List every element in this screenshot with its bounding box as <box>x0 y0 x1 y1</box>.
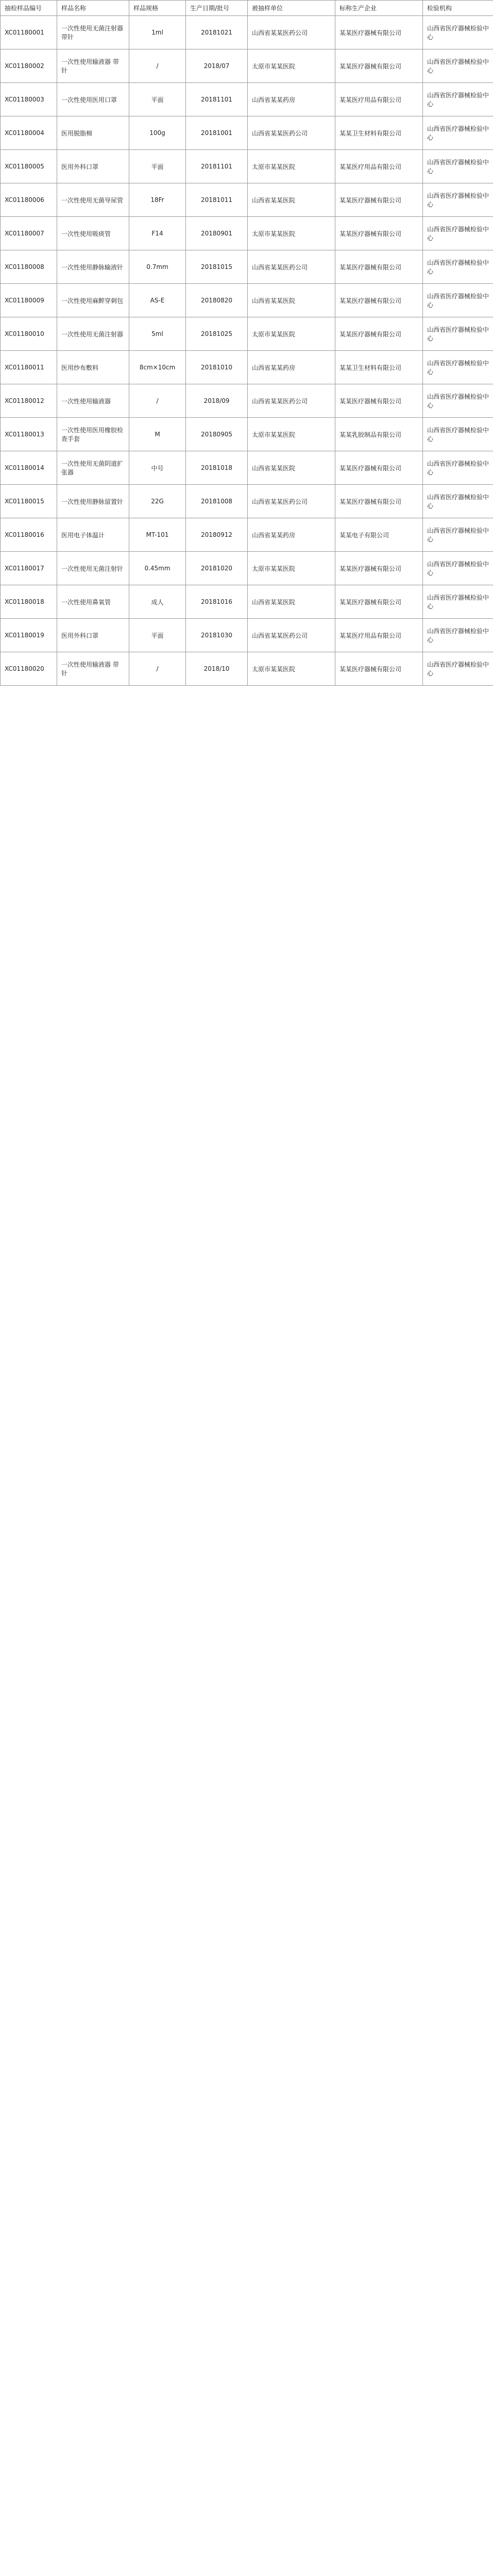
cell-sampled-unit: 山西省某某医药公司 <box>248 619 335 652</box>
cell-test-institution: 山西省医疗器械检验中心 <box>423 418 493 451</box>
cell-specification: AS-E <box>129 284 186 317</box>
cell-sample-name: 一次性使用无菌导尿管 <box>57 183 129 217</box>
cell-manufacturer: 某某医疗器械有限公司 <box>335 217 423 250</box>
cell-batch: 20180820 <box>186 284 248 317</box>
cell-sample-name: 医用外科口罩 <box>57 619 129 652</box>
cell-test-institution: 山西省医疗器械检验中心 <box>423 150 493 183</box>
cell-batch: 20181015 <box>186 250 248 284</box>
cell-manufacturer: 某某电子有限公司 <box>335 518 423 552</box>
table-row <box>1 250 493 284</box>
cell-specification: / <box>129 384 186 418</box>
cell-batch: 20181030 <box>186 619 248 652</box>
cell-sampled-unit: 山西省某某药房 <box>248 518 335 552</box>
cell-test-institution: 山西省医疗器械检验中心 <box>423 49 493 83</box>
cell-manufacturer: 某某医疗器械有限公司 <box>335 585 423 619</box>
cell-test-institution: 山西省医疗器械检验中心 <box>423 183 493 217</box>
cell-sample-number: XC01180014 <box>1 451 57 485</box>
cell-manufacturer: 某某医疗器械有限公司 <box>335 49 423 83</box>
table-row <box>1 384 493 418</box>
table-row <box>1 16 493 49</box>
cell-test-institution: 山西省医疗器械检验中心 <box>423 317 493 351</box>
table-row <box>1 183 493 217</box>
header-sampled-unit: 被抽样单位 <box>248 1 335 16</box>
cell-specification: 1ml <box>129 16 186 49</box>
cell-test-institution: 山西省医疗器械检验中心 <box>423 552 493 585</box>
cell-sampled-unit: 太原市某某医院 <box>248 418 335 451</box>
cell-sampled-unit: 山西省某某药房 <box>248 351 335 384</box>
cell-sampled-unit: 山西省某某医药公司 <box>248 485 335 518</box>
cell-batch: 20181016 <box>186 585 248 619</box>
cell-manufacturer: 某某医疗器械有限公司 <box>335 284 423 317</box>
cell-batch: 2018/10 <box>186 652 248 686</box>
cell-sample-number: XC01180007 <box>1 217 57 250</box>
cell-sample-name: 医用脱脂棉 <box>57 116 129 150</box>
cell-sample-name: 一次性使用麻醉穿刺包 <box>57 284 129 317</box>
header-batch: 生产日期/批号 <box>186 1 248 16</box>
cell-manufacturer: 某某医疗器械有限公司 <box>335 250 423 284</box>
cell-manufacturer: 某某医疗器械有限公司 <box>335 485 423 518</box>
cell-batch: 20181101 <box>186 83 248 116</box>
cell-sampled-unit: 山西省某某医药公司 <box>248 250 335 284</box>
cell-specification: / <box>129 49 186 83</box>
sampling-results-table <box>0 0 493 686</box>
cell-specification: / <box>129 652 186 686</box>
table-row <box>1 284 493 317</box>
header-sample-number: 抽检样品编号 <box>1 1 57 16</box>
cell-test-institution: 山西省医疗器械检验中心 <box>423 284 493 317</box>
cell-manufacturer: 某某医疗用品有限公司 <box>335 150 423 183</box>
cell-batch: 20181010 <box>186 351 248 384</box>
cell-sampled-unit: 太原市某某医院 <box>248 150 335 183</box>
cell-test-institution: 山西省医疗器械检验中心 <box>423 518 493 552</box>
cell-specification: 0.7mm <box>129 250 186 284</box>
cell-sampled-unit: 山西省某某药房 <box>248 83 335 116</box>
cell-manufacturer: 某某医疗用品有限公司 <box>335 83 423 116</box>
cell-sample-name: 一次性使用鼻氧管 <box>57 585 129 619</box>
cell-manufacturer: 某某医疗器械有限公司 <box>335 652 423 686</box>
cell-sample-number: XC01180003 <box>1 83 57 116</box>
cell-sample-number: XC01180008 <box>1 250 57 284</box>
cell-manufacturer: 某某医疗器械有限公司 <box>335 552 423 585</box>
cell-specification: 平面 <box>129 619 186 652</box>
header-manufacturer: 标称生产企业 <box>335 1 423 16</box>
cell-sample-name: 一次性使用无菌注射器 <box>57 317 129 351</box>
cell-batch: 20181008 <box>186 485 248 518</box>
cell-manufacturer: 某某乳胶制品有限公司 <box>335 418 423 451</box>
cell-batch: 20180901 <box>186 217 248 250</box>
cell-manufacturer: 某某医疗器械有限公司 <box>335 317 423 351</box>
cell-manufacturer: 某某卫生材料有限公司 <box>335 116 423 150</box>
cell-sample-name: 一次性使用医用橡胶检查手套 <box>57 418 129 451</box>
cell-sampled-unit: 山西省某某医院 <box>248 284 335 317</box>
cell-sample-number: XC01180006 <box>1 183 57 217</box>
table-row <box>1 150 493 183</box>
cell-sampled-unit: 太原市某某医院 <box>248 317 335 351</box>
cell-batch: 20181101 <box>186 150 248 183</box>
header-sample-name: 样品名称 <box>57 1 129 16</box>
cell-sample-number: XC01180015 <box>1 485 57 518</box>
cell-sampled-unit: 山西省某某医院 <box>248 183 335 217</box>
table-row <box>1 552 493 585</box>
cell-test-institution: 山西省医疗器械检验中心 <box>423 384 493 418</box>
cell-test-institution: 山西省医疗器械检验中心 <box>423 16 493 49</box>
cell-sampled-unit: 山西省某某医药公司 <box>248 384 335 418</box>
header-specification: 样品规格 <box>129 1 186 16</box>
cell-sample-name: 一次性使用无菌注射器 带针 <box>57 16 129 49</box>
cell-test-institution: 山西省医疗器械检验中心 <box>423 351 493 384</box>
cell-sample-number: XC01180004 <box>1 116 57 150</box>
cell-test-institution: 山西省医疗器械检验中心 <box>423 619 493 652</box>
cell-specification: 平面 <box>129 150 186 183</box>
cell-manufacturer: 某某医疗用品有限公司 <box>335 619 423 652</box>
cell-sampled-unit: 太原市某某医院 <box>248 217 335 250</box>
cell-batch: 20180905 <box>186 418 248 451</box>
cell-sampled-unit: 山西省某某医院 <box>248 585 335 619</box>
cell-batch: 20181020 <box>186 552 248 585</box>
cell-specification: 5ml <box>129 317 186 351</box>
cell-batch: 20180912 <box>186 518 248 552</box>
cell-manufacturer: 某某医疗器械有限公司 <box>335 16 423 49</box>
cell-sample-name: 一次性使用吸痰管 <box>57 217 129 250</box>
cell-batch: 20181018 <box>186 451 248 485</box>
cell-sample-name: 医用电子体温计 <box>57 518 129 552</box>
cell-sample-number: XC01180016 <box>1 518 57 552</box>
cell-batch: 2018/09 <box>186 384 248 418</box>
cell-specification: 中号 <box>129 451 186 485</box>
cell-sample-number: XC01180017 <box>1 552 57 585</box>
cell-test-institution: 山西省医疗器械检验中心 <box>423 250 493 284</box>
cell-sample-name: 一次性使用输液器 <box>57 384 129 418</box>
table-row <box>1 49 493 83</box>
cell-specification: F14 <box>129 217 186 250</box>
cell-sample-name: 一次性使用输液器 带针 <box>57 652 129 686</box>
cell-batch: 20181021 <box>186 16 248 49</box>
cell-sample-number: XC01180013 <box>1 418 57 451</box>
cell-specification: 成人 <box>129 585 186 619</box>
cell-test-institution: 山西省医疗器械检验中心 <box>423 217 493 250</box>
cell-batch: 2018/07 <box>186 49 248 83</box>
cell-test-institution: 山西省医疗器械检验中心 <box>423 485 493 518</box>
table-row <box>1 317 493 351</box>
cell-sampled-unit: 山西省某某医药公司 <box>248 16 335 49</box>
cell-test-institution: 山西省医疗器械检验中心 <box>423 652 493 686</box>
cell-sample-number: XC01180009 <box>1 284 57 317</box>
table-row <box>1 585 493 619</box>
cell-manufacturer: 某某医疗器械有限公司 <box>335 451 423 485</box>
cell-sampled-unit: 太原市某某医院 <box>248 552 335 585</box>
cell-sample-number: XC01180019 <box>1 619 57 652</box>
cell-sample-name: 一次性使用输液器 带针 <box>57 49 129 83</box>
cell-batch: 20181011 <box>186 183 248 217</box>
cell-batch: 20181001 <box>186 116 248 150</box>
cell-manufacturer: 某某医疗器械有限公司 <box>335 183 423 217</box>
cell-specification: 18Fr <box>129 183 186 217</box>
table-row <box>1 518 493 552</box>
table-body <box>1 16 493 686</box>
cell-sample-name: 一次性使用无菌注射针 <box>57 552 129 585</box>
cell-test-institution: 山西省医疗器械检验中心 <box>423 116 493 150</box>
cell-specification: 平面 <box>129 83 186 116</box>
cell-sample-number: XC01180020 <box>1 652 57 686</box>
cell-specification: 22G <box>129 485 186 518</box>
cell-sampled-unit: 太原市某某医院 <box>248 652 335 686</box>
cell-sample-number: XC01180005 <box>1 150 57 183</box>
table-row <box>1 217 493 250</box>
cell-sampled-unit: 太原市某某医院 <box>248 49 335 83</box>
table-row <box>1 451 493 485</box>
cell-test-institution: 山西省医疗器械检验中心 <box>423 451 493 485</box>
cell-sample-number: XC01180002 <box>1 49 57 83</box>
table-row <box>1 116 493 150</box>
cell-sample-name: 医用纱布敷料 <box>57 351 129 384</box>
table-row <box>1 83 493 116</box>
cell-sample-name: 一次性使用无菌阴道扩张器 <box>57 451 129 485</box>
cell-specification: 0.45mm <box>129 552 186 585</box>
cell-test-institution: 山西省医疗器械检验中心 <box>423 585 493 619</box>
cell-batch: 20181025 <box>186 317 248 351</box>
cell-specification: 8cm×10cm <box>129 351 186 384</box>
cell-sample-number: XC01180011 <box>1 351 57 384</box>
cell-sample-number: XC01180010 <box>1 317 57 351</box>
cell-specification: MT-101 <box>129 518 186 552</box>
cell-manufacturer: 某某卫生材料有限公司 <box>335 351 423 384</box>
cell-sample-number: XC01180018 <box>1 585 57 619</box>
table-row <box>1 351 493 384</box>
table-row <box>1 652 493 686</box>
cell-sample-name: 一次性使用静脉输液针 <box>57 250 129 284</box>
cell-specification: 100g <box>129 116 186 150</box>
cell-sampled-unit: 山西省某某医药公司 <box>248 116 335 150</box>
cell-specification: M <box>129 418 186 451</box>
cell-sample-name: 一次性使用医用口罩 <box>57 83 129 116</box>
cell-test-institution: 山西省医疗器械检验中心 <box>423 83 493 116</box>
cell-sample-name: 一次性使用静脉留置针 <box>57 485 129 518</box>
cell-sampled-unit: 山西省某某医院 <box>248 451 335 485</box>
table-header-row <box>1 1 493 16</box>
table-row <box>1 485 493 518</box>
cell-manufacturer: 某某医疗器械有限公司 <box>335 384 423 418</box>
header-test-institution: 检验机构 <box>423 1 493 16</box>
table-row <box>1 619 493 652</box>
cell-sample-number: XC01180001 <box>1 16 57 49</box>
cell-sample-number: XC01180012 <box>1 384 57 418</box>
cell-sample-name: 医用外科口罩 <box>57 150 129 183</box>
table-row <box>1 418 493 451</box>
